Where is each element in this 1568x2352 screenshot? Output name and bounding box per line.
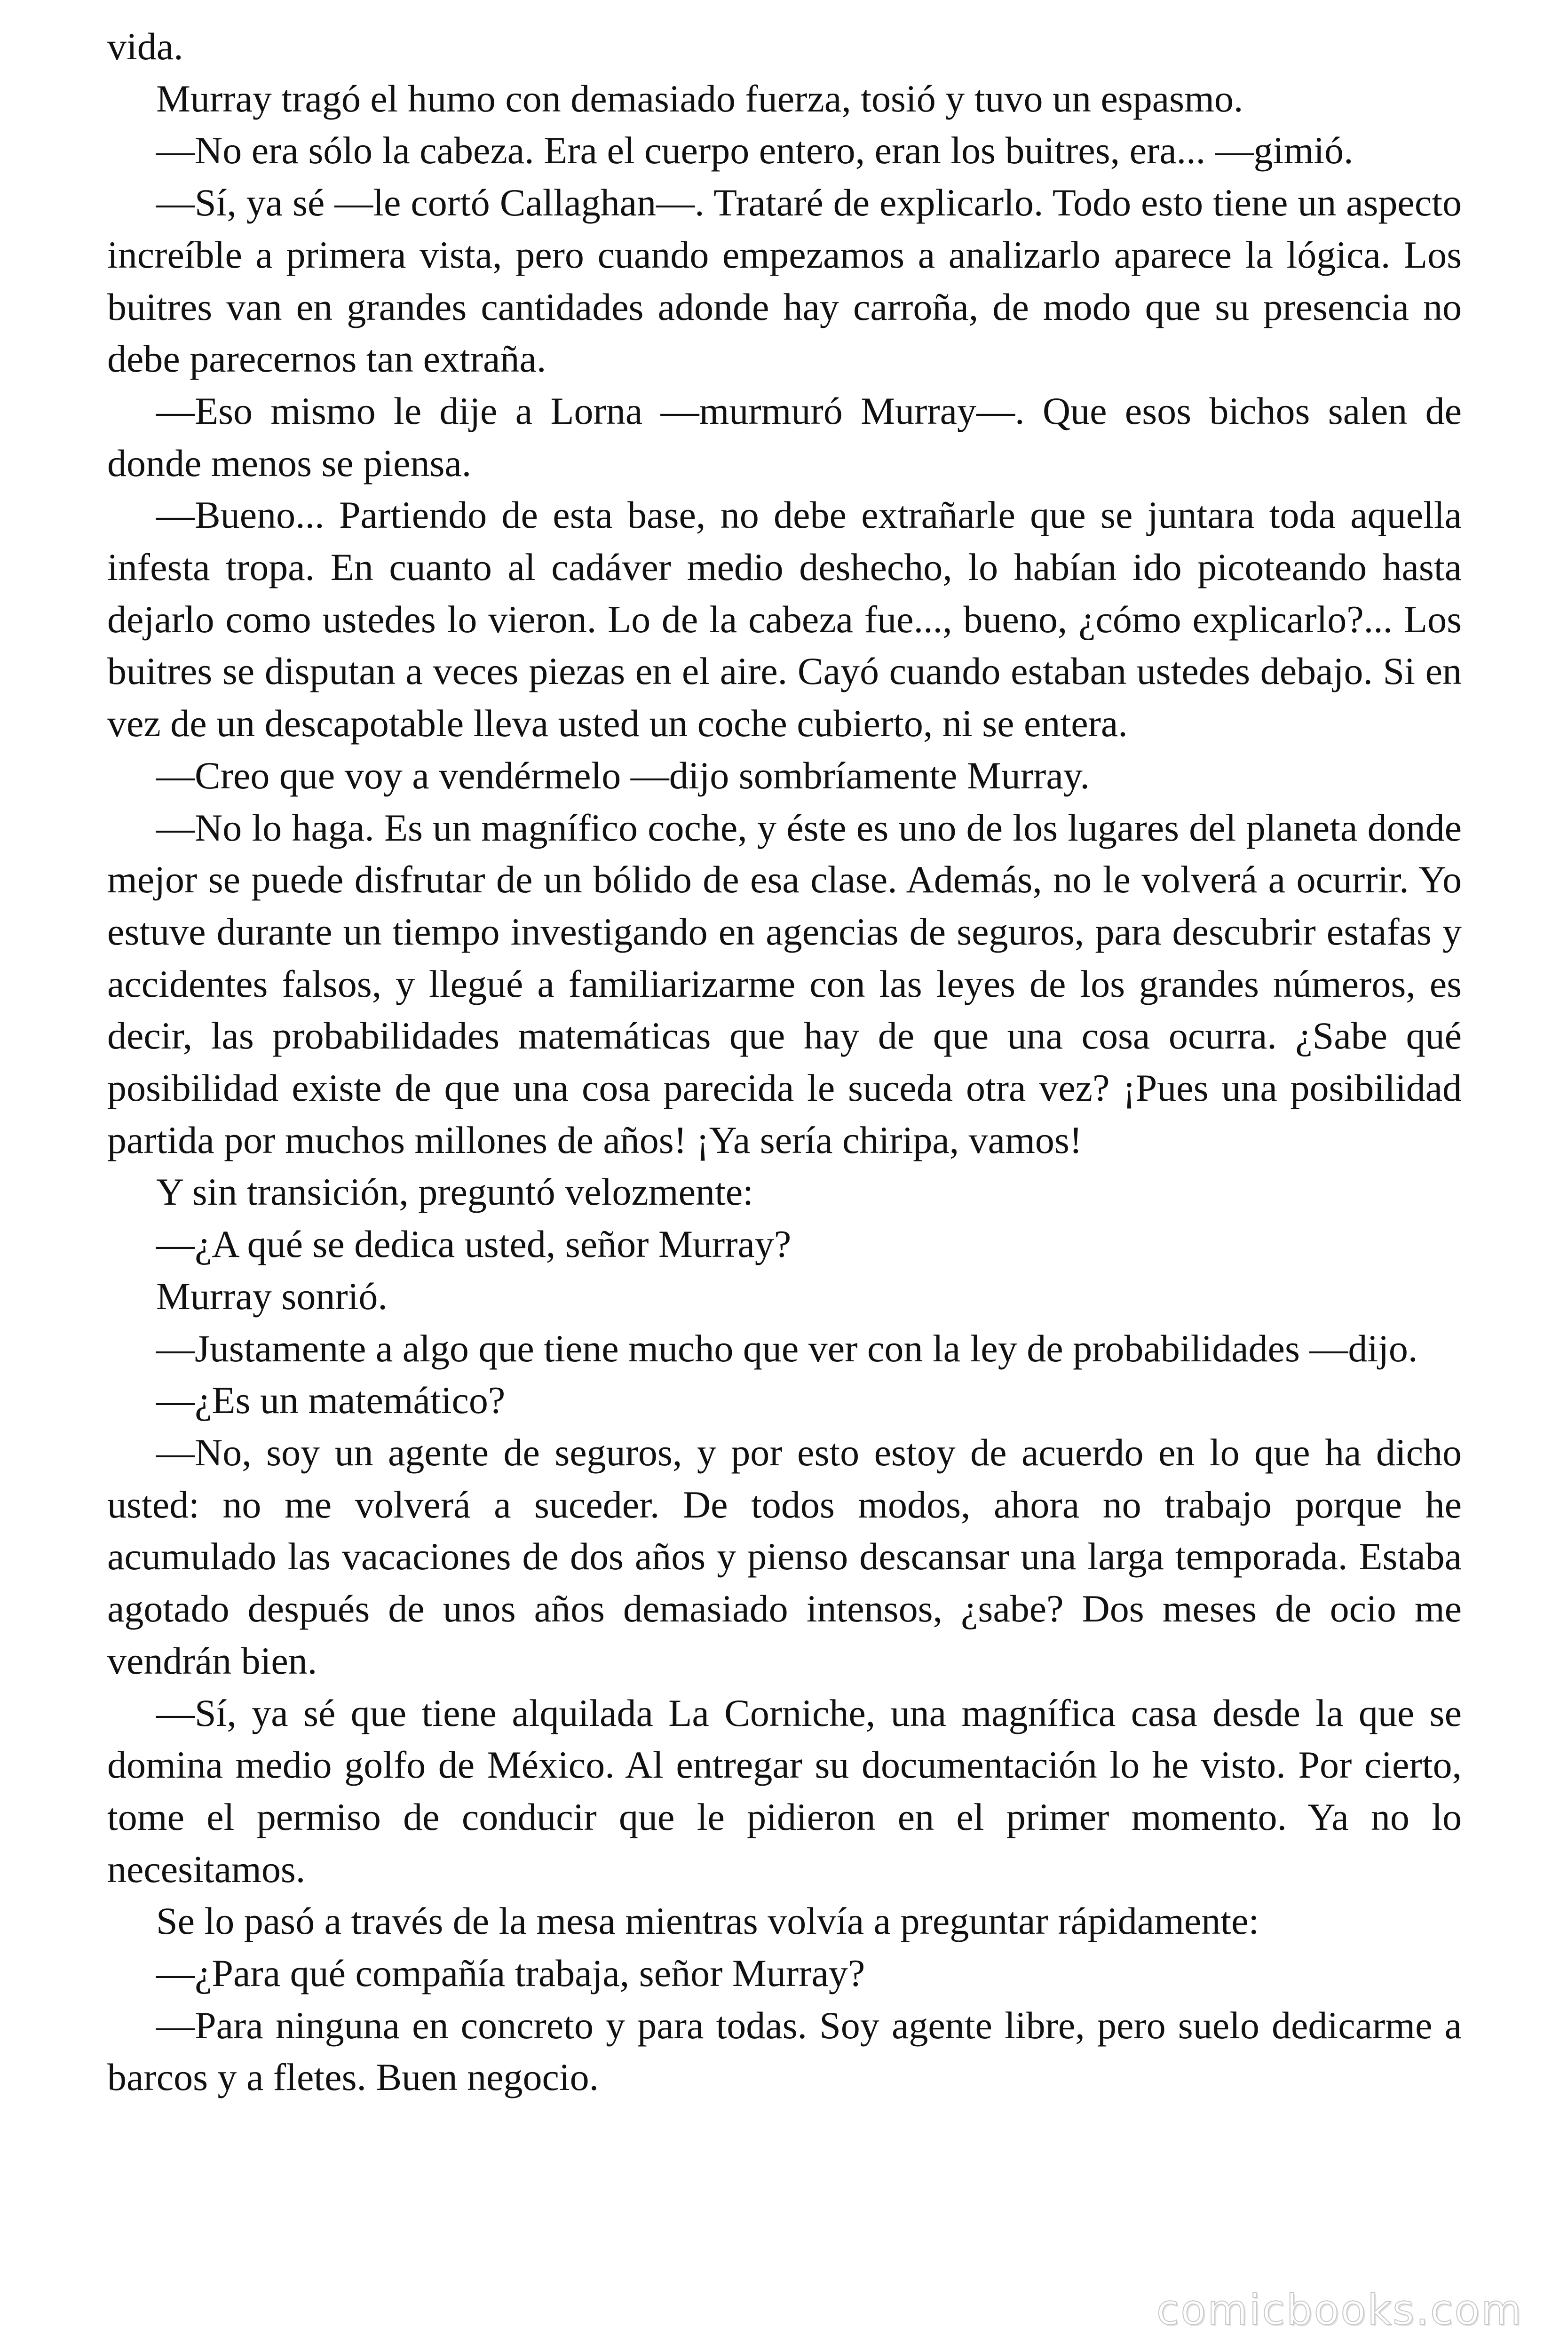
- paragraph: —Sí, ya sé —le cortó Callaghan—. Trataré de explicarlo. Todo esto tiene un aspecto increíble a primera vista, pero cuando empezamos a analizarlo aparece la lógica. Los buitres van en grandes cantidades adonde hay carroña, de modo que su presencia no debe parecernos tan extraña.: [107, 181, 1462, 381]
- paragraph: —¿A qué se dedica usted, señor Murray?: [156, 1223, 792, 1266]
- paragraph: —¿Para qué compañía trabaja, señor Murray?: [156, 1952, 865, 1995]
- paragraph: —Para ninguna en concreto y para todas. Soy agente libre, pero suelo dedicarme a barcos y a fletes. Buen negocio.: [107, 2003, 1462, 2099]
- watermark: comicbooks.com: [1156, 2286, 1523, 2334]
- paragraph: —No lo haga. Es un magnífico coche, y éste es uno de los lugares del planeta donde mejor se puede disfrutar de un bólido de esa clase. Además, no le volverá a ocurrir. Yo estuve durante un tiempo investigando en agencias de seguros, para descubrir estafas y accidentes falsos, y llegué a familiarizarme con las leyes de los grandes números, es decir, las probabilidades matemáticas que hay de que una cosa ocurra. ¿Sabe qué posibilidad existe de que una cosa parecida le suceda otra vez? ¡Pues una posibilidad partida por muchos millones de años! ¡Ya sería chiripa, vamos!: [107, 806, 1462, 1161]
- paragraph: —Bueno... Partiendo de esta base, no debe extrañarle que se juntara toda aquella infesta tropa. En cuanto al cadáver medio deshecho, lo habían ido picoteando hasta dejarlo como ustedes lo vieron. Lo de la cabeza fue..., bueno, ¿cómo explicarlo?... Los buitres se disputan a veces piezas en el aire. Cayó cuando estaban ustedes debajo. Si en vez de un descapotable lleva usted un coche cubierto, ni se entera.: [107, 493, 1462, 745]
- paragraph: —Justamente a algo que tiene mucho que ver con la ley de probabilidades —dijo.: [156, 1327, 1418, 1370]
- paragraph: —Creo que voy a vendérmelo —dijo sombríamente Murray.: [156, 754, 1090, 797]
- paragraph: Y sin transición, preguntó velozmente:: [156, 1170, 753, 1214]
- paragraph: —Eso mismo le dije a Lorna —murmuró Murray—. Que esos bichos salen de donde menos se piensa.: [107, 389, 1462, 485]
- paragraph: —No, soy un agente de seguros, y por esto estoy de acuerdo en lo que ha dicho usted: no me volverá a suceder. De todos modos, ahora no trabajo porque he acumulado las vacaciones de dos años y pienso descansar una larga temporada. Estaba agotado después de unos años demasiado intensos, ¿sabe? Dos meses de ocio me vendrán bien.: [107, 1430, 1462, 1682]
- paragraph: Murray sonrió.: [156, 1274, 388, 1318]
- book-page-text: [107, 21, 1462, 2104]
- paragraph: Se lo pasó a través de la mesa mientras volvía a preguntar rápidamente:: [156, 1899, 1259, 1943]
- paragraph: —No era sólo la cabeza. Era el cuerpo entero, eran los buitres, era... —gimió.: [156, 129, 1354, 172]
- paragraph: —¿Es un matemático?: [156, 1379, 506, 1422]
- paragraph: Murray tragó el humo con demasiado fuerza, tosió y tuvo un espasmo.: [156, 77, 1243, 120]
- paragraph: vida.: [107, 25, 183, 68]
- paragraph: —Sí, ya sé que tiene alquilada La Corniche, una magnífica casa desde la que se domina medio golfo de México. Al entregar su documentación lo he visto. Por cierto, tome el permiso de conducir que le pidieron en el primer momento. Ya no lo necesitamos.: [107, 1691, 1462, 1891]
